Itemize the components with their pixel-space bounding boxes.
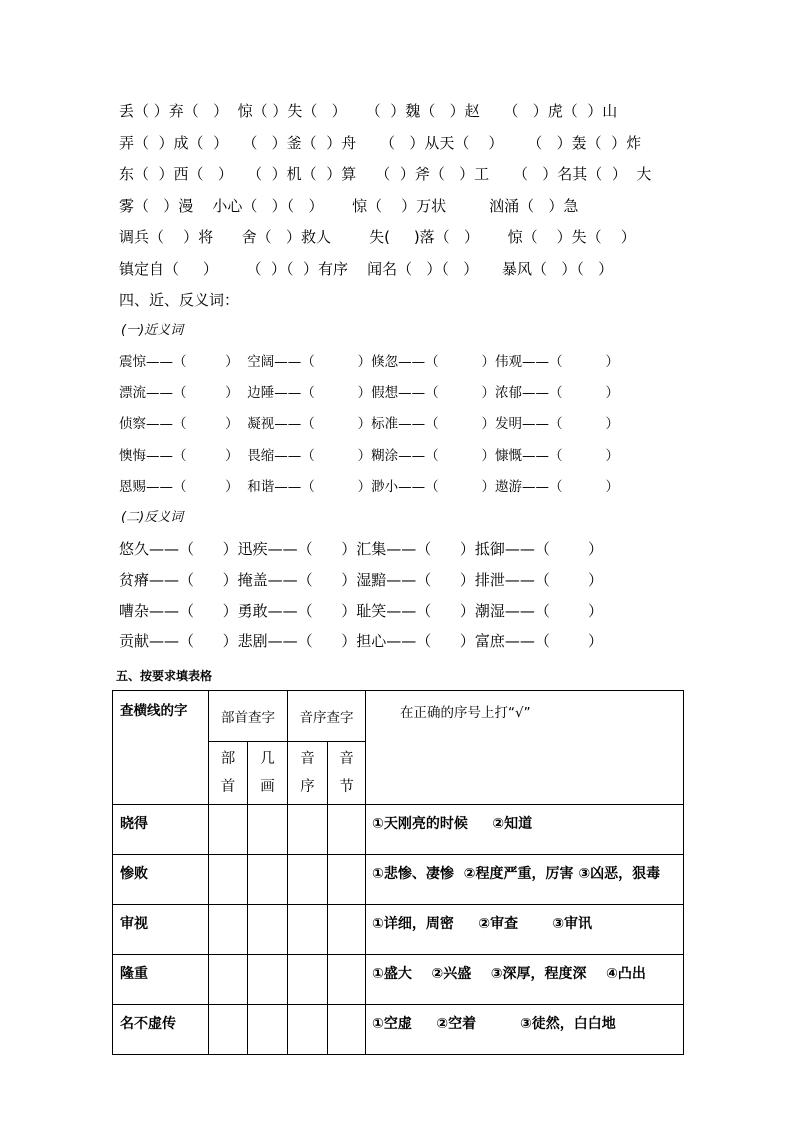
idiom-row: 丢（ ）弃（ ） 惊（ ）失（ ） （ ）魏（ ）赵 （ ）虎（ ）山 [119, 102, 618, 120]
table-row-word: 名不虚传 [113, 1005, 209, 1055]
antonym-row: 贡献——（ ）悲剧——（ ）担心——（ ）富庶——（ ） [119, 632, 603, 650]
answer-cell[interactable] [328, 955, 366, 1005]
header-stroke-count: 几 画 [248, 742, 288, 805]
idiom-row: 调兵（ ）将 舍（ ）救人 失( )落（ ） 惊（ ）失（ ） [119, 228, 636, 246]
dictionary-lookup-table [112, 690, 684, 1055]
answer-cell[interactable] [209, 855, 248, 905]
header-instruction: 在正确的序号上打“√” [366, 691, 684, 805]
antonym-row: 贫瘠——（ ）掩盖——（ ）湿黯——（ ）排泄——（ ） [119, 571, 603, 589]
answer-cell[interactable] [288, 905, 328, 955]
table-row-options: ①空虚 ②空着 ③徒然，白白地 [366, 1005, 684, 1055]
answer-cell[interactable] [209, 1005, 248, 1055]
answer-cell[interactable] [209, 955, 248, 1005]
header-phonetic-group: 音序查字 [288, 691, 366, 742]
header-word-column: 查横线的字 [113, 691, 209, 805]
answer-cell[interactable] [288, 1005, 328, 1055]
table-row-options: ①详细，周密 ②审查 ③审讯 [366, 905, 684, 955]
idiom-row: 镇定自（ ） （ ）（ ）有序 闻名（ ）（ ） 暴风（ ）（ ） [119, 260, 614, 278]
synonym-row: 恩赐——（ ） 和谐——（ ）渺小——（ ）遨游——（ ） [119, 479, 619, 495]
idiom-row: 弄（ ）成（ ） （ ）釜（ ）舟 （ ）从天（ ） （ ）轰（ ）炸 [119, 134, 642, 152]
synonym-row: 震惊——（ ） 空阔——（ ）倏忽——（ ）伟观——（ ） [119, 354, 619, 370]
antonym-row: 嘈杂——（ ）勇敢——（ ）耻笑——（ ）潮湿——（ ） [119, 602, 603, 620]
answer-cell[interactable] [288, 805, 328, 855]
synonym-row: 懊悔——（ ） 畏缩——（ ）糊涂——（ ）慷慨——（ ） [119, 448, 619, 464]
answer-cell[interactable] [288, 955, 328, 1005]
synonym-subtitle: (一)近义词 [121, 323, 184, 338]
answer-cell[interactable] [328, 805, 366, 855]
table-row-options: ①天刚亮的时候 ②知道 [366, 805, 684, 855]
table-row-options: ①悲惨、凄惨 ②程度严重，厉害 ③凶恶，狠毒 [366, 855, 684, 905]
table-row-word: 晓得 [113, 805, 209, 855]
idiom-row: 雾（ ）漫 小心（ ）（ ） 惊（ ）万状 汹涌（ ）急 [119, 197, 579, 215]
table-row-word: 惨败 [113, 855, 209, 905]
section-5-title: 五、按要求填表格 [116, 669, 213, 683]
idiom-row: 东（ ）西（ ） （ ）机（ ）算 （ ）斧（ ）工 （ ）名其（ ） 大 [119, 165, 652, 183]
section-4-title: 四、近、反义词： [119, 291, 240, 309]
table-row-options: ①盛大 ②兴盛 ③深厚，程度深 ④凸出 [366, 955, 684, 1005]
header-syllable: 音 节 [328, 742, 366, 805]
answer-cell[interactable] [248, 805, 288, 855]
answer-cell[interactable] [288, 855, 328, 905]
answer-cell[interactable] [328, 1005, 366, 1055]
antonym-subtitle: (二)反义词 [121, 510, 184, 525]
table-row-word: 隆重 [113, 955, 209, 1005]
antonym-row: 悠久——（ ）迅疾——（ ）汇集——（ ）抵御——（ ） [119, 540, 603, 558]
synonym-row: 侦察——（ ） 凝视——（ ）标准——（ ）发明——（ ） [119, 416, 619, 432]
answer-cell[interactable] [209, 805, 248, 855]
synonym-row: 漂流——（ ） 边陲——（ ）假想——（ ）浓郁——（ ） [119, 385, 619, 401]
table-row-word: 审视 [113, 905, 209, 955]
answer-cell[interactable] [248, 905, 288, 955]
header-radical: 部 首 [209, 742, 248, 805]
answer-cell[interactable] [328, 855, 366, 905]
answer-cell[interactable] [248, 955, 288, 1005]
answer-cell[interactable] [209, 905, 248, 955]
answer-cell[interactable] [248, 1005, 288, 1055]
answer-cell[interactable] [248, 855, 288, 905]
header-radical-group: 部首查字 [209, 691, 288, 742]
answer-cell[interactable] [328, 905, 366, 955]
header-initial-letter: 音 序 [288, 742, 328, 805]
